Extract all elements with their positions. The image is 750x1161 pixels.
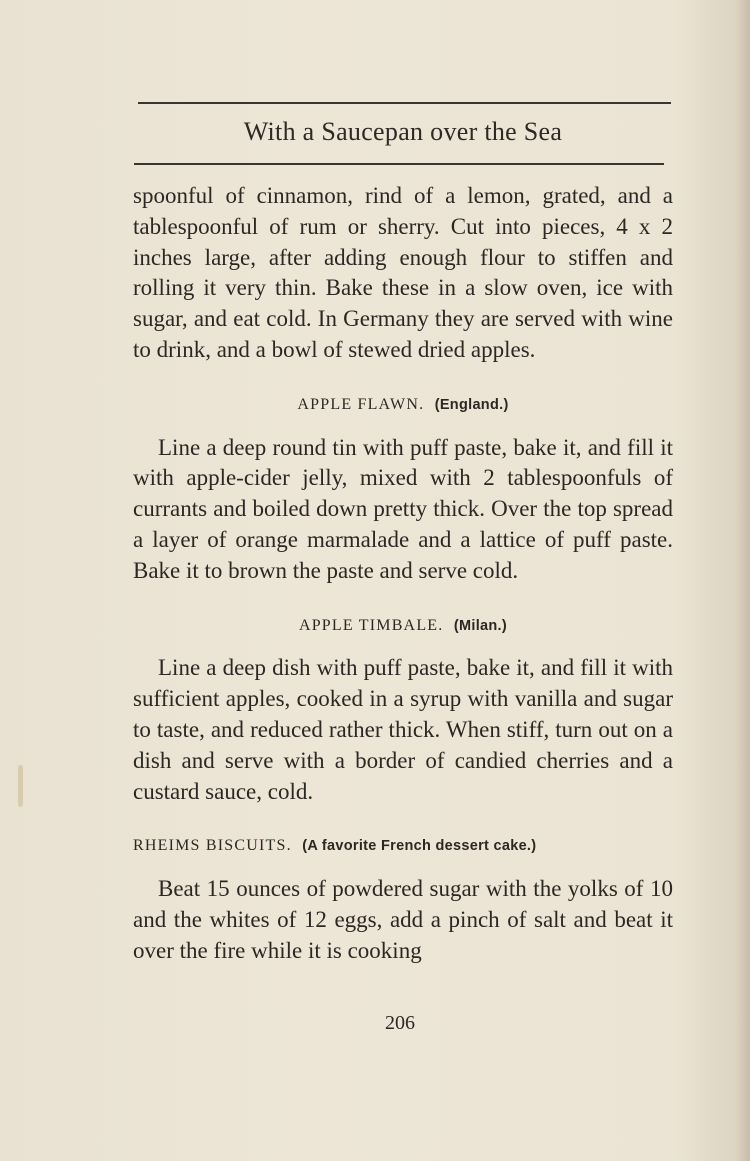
running-title: With a Saucepan over the Sea: [243, 117, 563, 146]
recipe-origin: (Milan.): [453, 617, 508, 634]
recipe-heading-apple-flawn: [133, 390, 673, 421]
recipe-text-apple-flawn: Line a deep round tin with puff paste, bake it, and fill it with apple-cider jelly, mixed with 2 tablespoonfuls of currants and boiled down pretty thick. Over the top spread a layer of orange marmalade and a lattice of puff paste. Bake it to brown the paste and serve cold.: [133, 434, 673, 583]
recipe-text-apple-timbale: Line a deep dish with puff paste, bake it, and fill it with sufficient apples, cooked in a syrup with vanilla and sugar to taste, and reduced rather thick. When stiff, turn out on a dish and serve with a border of candied cherries and a custard sauce, cold.: [133, 655, 673, 804]
recipe-title: APPLE FLAWN.: [297, 395, 425, 413]
page-content: [133, 181, 673, 967]
recipe-origin: (England.): [434, 396, 509, 413]
recipe-origin: (A favorite French dessert cake.): [302, 838, 537, 855]
page-number: 206: [385, 1012, 415, 1034]
page-edge-shadow: [736, 0, 750, 1161]
recipe-heading-rheims-biscuits: [133, 831, 673, 862]
header-rule-top: [138, 102, 671, 104]
header-rule-bottom: [134, 163, 664, 165]
recipe-heading-apple-timbale: [133, 611, 673, 642]
recipe-title: APPLE TIMBALE.: [298, 616, 444, 634]
paper-stain: [18, 765, 23, 807]
recipe-title: RHEIMS BISCUITS.: [133, 837, 292, 855]
continuation-paragraph: spoonful of cinnamon, rind of a lemon, grated, and a tablespoonful of rum or sherry. Cut into pieces, 4 x 2 inches large, after adding enough flour to stiffen and rolling it very thin. Bake these in a slow oven, ice with sugar, and eat cold. In Germany they are served with wine to drink, and a bowl of stewed dried apples.: [133, 183, 673, 362]
recipe-text-rheims-biscuits: Beat 15 ounces of powdered sugar with the yolks of 10 and the whites of 12 eggs, add a pinch of salt and beat it over the fire while it is cooking: [133, 876, 673, 963]
